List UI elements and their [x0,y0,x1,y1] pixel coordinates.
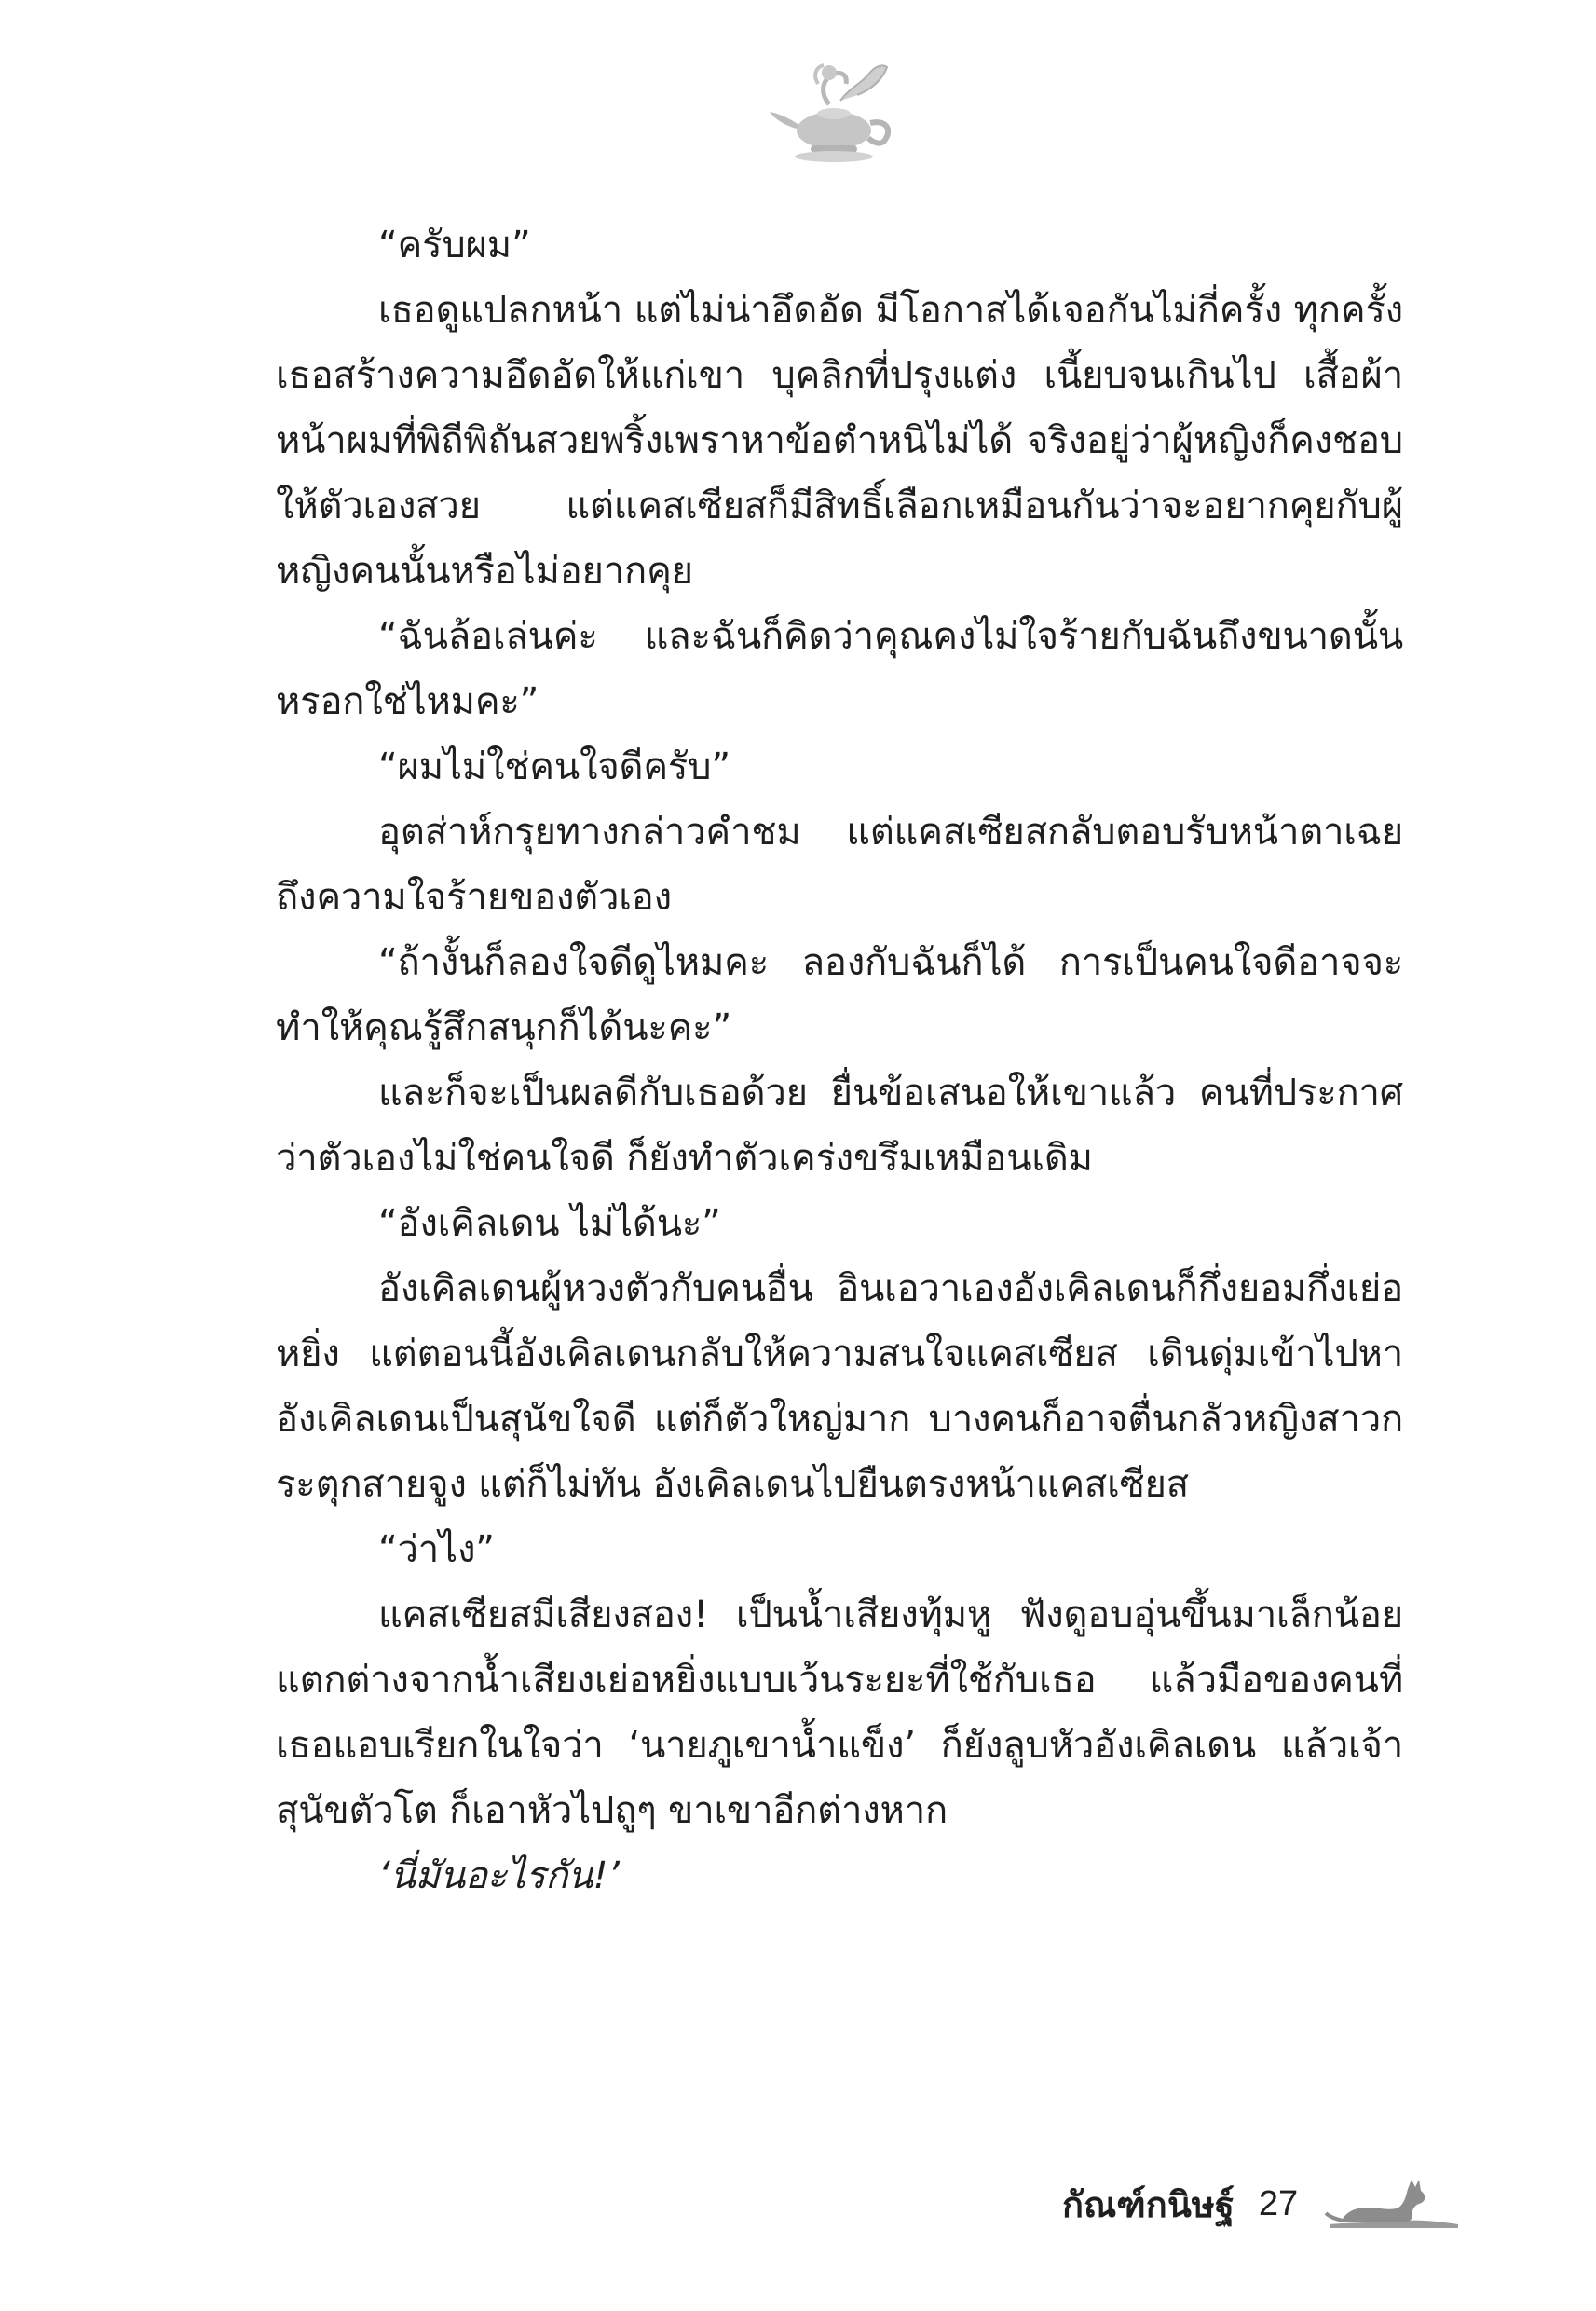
paragraph: แคสเซียสมีเสียงสอง! เป็นน้ำเสียงทุ้มหู ฟังดูอบอุ่นขึ้นมาเล็กน้อยแตกต่างจากน้ำเสียงเย่อหยิ่งแบบเว้นระยะที่ใช้กับเธอ แล้วมือของคนที่เธอแอบเรียกในใจว่า ‘นายภูเขาน้ำแข็ง’ ก็ยังลูบหัวอังเคิลเดน แล้วเจ้าสุนัขตัวโต ก็เอาหัวไปถูๆ ขาเขาอีกต่างหาก [276,1593,1403,1832]
page-body [276,212,1403,1908]
paragraph: “ผมไม่ใช่คนใจดีครับ” [378,745,730,788]
dog-icon [1322,2176,1462,2232]
paragraph: อังเคิลเดนผู้หวงตัวกับคนอื่น อินเอวาเองอังเคิลเดนก็กึ่งยอมกึ่งเย่อหยิ่ง แต่ตอนนี้อังเคิลเดนกลับให้ความสนใจแคสเซียส เดินดุ่มเข้าไปหา อังเคิลเดนเป็นสุนัขใจดี แต่ก็ตัวใหญ่มาก บางคนก็อาจตื่นกลัวหญิงสาวกระตุกสายจูง แต่ก็ไม่ทัน อังเคิลเดนไปยืนตรงหน้าแคสเซียส [276,1267,1403,1506]
paragraph: “ครับผม” [378,224,531,267]
paragraph: “ฉันล้อเล่นค่ะ และฉันก็คิดว่าคุณคงไม่ใจร้ายกับฉันถึงขนาดนั้นหรอกใช่ไหมคะ” [276,615,1403,723]
book-title: กัณฑ์กนิษฐ์ [1062,2183,1235,2225]
paragraph: และก็จะเป็นผลดีกับเธอด้วย ยื่นข้อเสนอให้เขาแล้ว คนที่ประกาศว่าตัวเองไม่ใช่คนใจดี ก็ยังทำตัวเคร่งขรึมเหมือนเดิม [276,1072,1403,1180]
paragraph: “อังเคิลเดน ไม่ได้นะ” [378,1202,721,1245]
paragraph: “ถ้างั้นก็ลองใจดีดูไหมคะ ลองกับฉันก็ได้ การเป็นคนใจดีอาจจะทำให้คุณรู้สึกสนุกก็ได้นะคะ” [276,941,1403,1049]
page-number: 27 [1258,2183,1299,2223]
paragraph: เธอดูแปลกหน้า แต่ไม่น่าอึดอัด มีโอกาสได้เจอกันไม่กี่ครั้ง ทุกครั้งเธอสร้างความอึดอัดให้แก่เขา บุคลิกที่ปรุงแต่ง เนี้ยบจนเกินไป เสื้อผ้าหน้าผมที่พิถีพิถันสวยพริ้งเพราหาข้อตำหนิไม่ได้ จริงอยู่ว่าผู้หญิงก็คงชอบให้ตัวเองสวย แต่แคสเซียสก็มีสิทธิ์เลือกเหมือนกันว่าจะอยากคุยกับผู้หญิงคนนั้นหรือไม่อยากคุย [276,289,1403,593]
page-footer [1062,2171,1462,2236]
paragraph-italic-thought: ‘นี่มันอะไรกัน!’ [378,1854,620,1897]
paragraph: “ว่าไง” [378,1528,495,1571]
paragraph: อุตส่าห์กรุยทางกล่าวคำชม แต่แคสเซียสกลับตอบรับหน้าตาเฉยถึงความใจร้ายของตัวเอง [276,811,1403,919]
teapot-ornament-icon [764,47,904,168]
